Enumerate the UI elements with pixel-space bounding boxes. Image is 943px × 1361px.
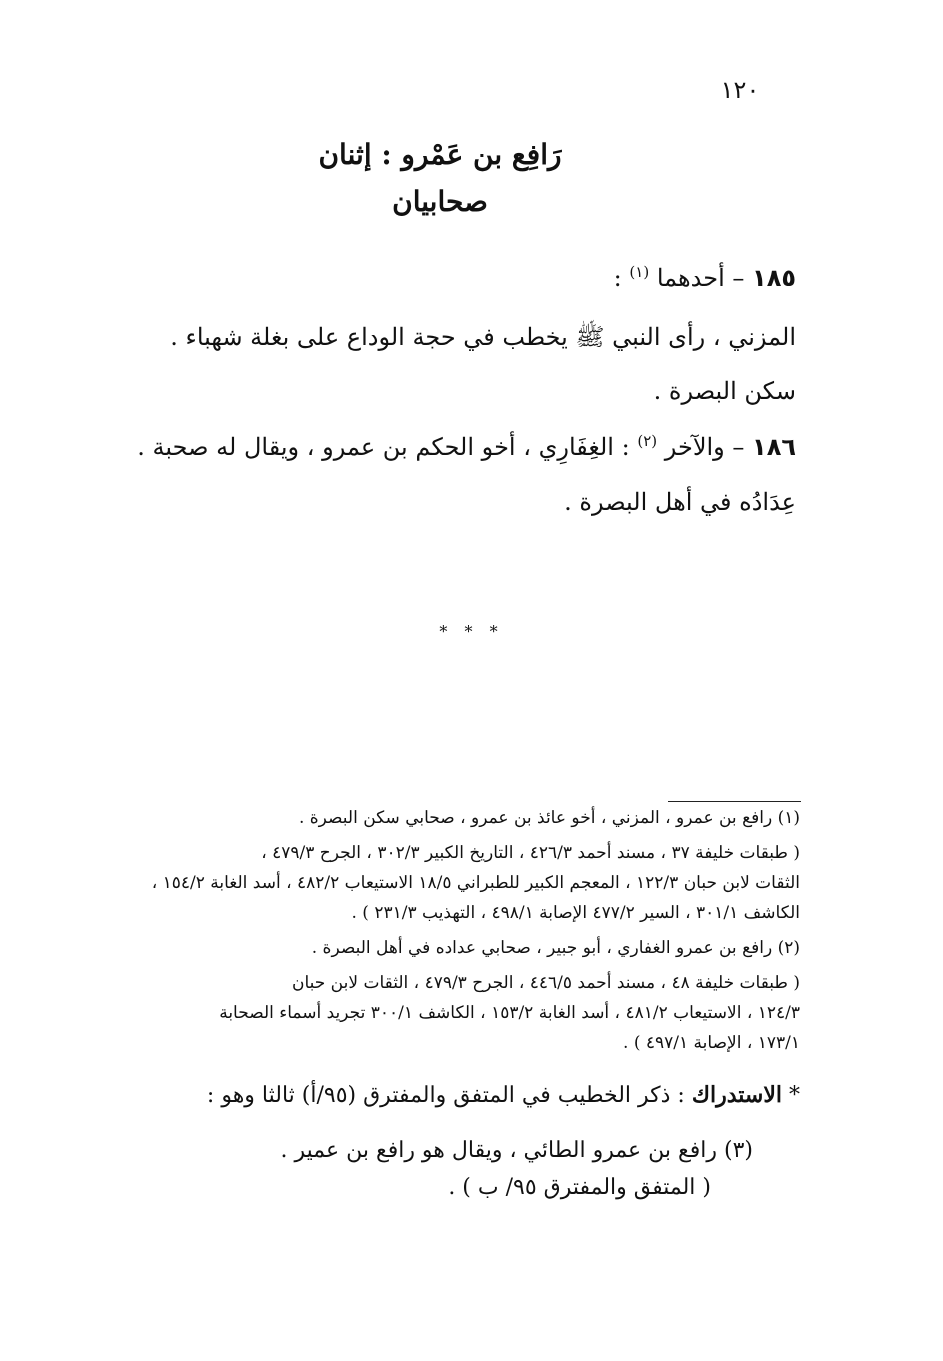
section-separator: * * * — [439, 622, 504, 641]
entry-number: ١٨٥ — [752, 264, 796, 292]
footnote-1-title: (١) رافع بن عمرو ، المزني ، أخو عائذ بن عمرو ، صحابي سكن البصرة . — [298, 808, 800, 828]
entry-185-line-2: سكن البصرة . — [653, 377, 796, 405]
appendix-source: ( المتفق والمفترق ٩٥/ ب ) . — [448, 1175, 711, 1200]
footnote-line: ١٢٤/٣ ، الاستيعاب ٤٨١/٢ ، أسد الغابة ١٥٣/٢ ، الكاشف ٣٠٠/١ تجريد أسماء الصحابة — [219, 1003, 800, 1023]
istidrak-text: : ذكر الخطيب في المتفق والمفترق (٩٥/أ) ثالثا وهو : — [206, 1083, 685, 1108]
istidrak-note — [207, 1082, 800, 1108]
entry-head-tail: : — [613, 264, 622, 292]
footnote-line: الثقات لابن حبان ١٢٢/٣ ، المعجم الكبير للطبراني ١٨/٥ الاستيعاب ٤٨٢/٢ ، أسد الغابة ١٥٤/٢ ، — [151, 873, 800, 893]
entry-head-text: – والآخر — [664, 433, 745, 461]
page-subtitle: صحابيان — [392, 185, 488, 218]
star-marker: * — [789, 1083, 800, 1108]
entry-185-heading — [614, 263, 796, 292]
footnote-ref: (١) — [629, 263, 650, 281]
page-number: ١٢٠ — [720, 76, 760, 104]
footnote-ref: (٢) — [637, 432, 658, 450]
footnote-line: ( طبقات خليفة ٤٨ ، مسند أحمد ٤٤٦/٥ ، الجرح ٤٧٩/٣ ، الثقات لابن حبان — [291, 973, 800, 993]
appendix-entry-3: (٣) رافع بن عمرو الطائي ، ويقال هو رافع بن عمير . — [280, 1138, 753, 1163]
footnote-line: الكاشف ٣٠١/١ ، السير ٤٧٧/٢ الإصابة ٤٩٨/١ ، التهذيب ٢٣١/٣ ) . — [351, 903, 800, 923]
footnote-line: ١٧٣/١ ، الإصابة ٤٩٧/١ ) . — [623, 1033, 800, 1053]
footnote-rule — [668, 801, 801, 802]
entry-185-line-1: المزني ، رأى النبي ﷺ يخطب في حجة الوداع على بغلة شهباء . — [170, 323, 796, 351]
footnote-2-sources — [135, 968, 800, 1058]
entry-head-text: – أحدهما — [656, 264, 745, 292]
entry-head-tail: : الغِفَارِي ، أخو الحكم بن عمرو ، ويقال له صحبة . — [137, 433, 630, 461]
footnote-1-sources — [135, 838, 800, 928]
entry-186-heading — [137, 432, 796, 461]
footnote-line: ( طبقات خليفة ٣٧ ، مسند أحمد ٤٢٦/٣ ، التاريخ الكبير ٣٠٢/٣ ، الجرح ٤٧٩/٣ ، — [261, 843, 800, 863]
footnote-2-title: (٢) رافع بن عمرو الغفاري ، أبو جبير ، صحابي عداده في أهل البصرة . — [311, 938, 800, 958]
entry-186-line-1: عِدَادُه في أهل البصرة . — [564, 488, 796, 516]
entry-number: ١٨٦ — [752, 433, 796, 461]
page-title: رَافِع بن عَمْرو : إثنان — [318, 138, 562, 171]
istidrak-label: الاستدراك — [691, 1082, 782, 1108]
